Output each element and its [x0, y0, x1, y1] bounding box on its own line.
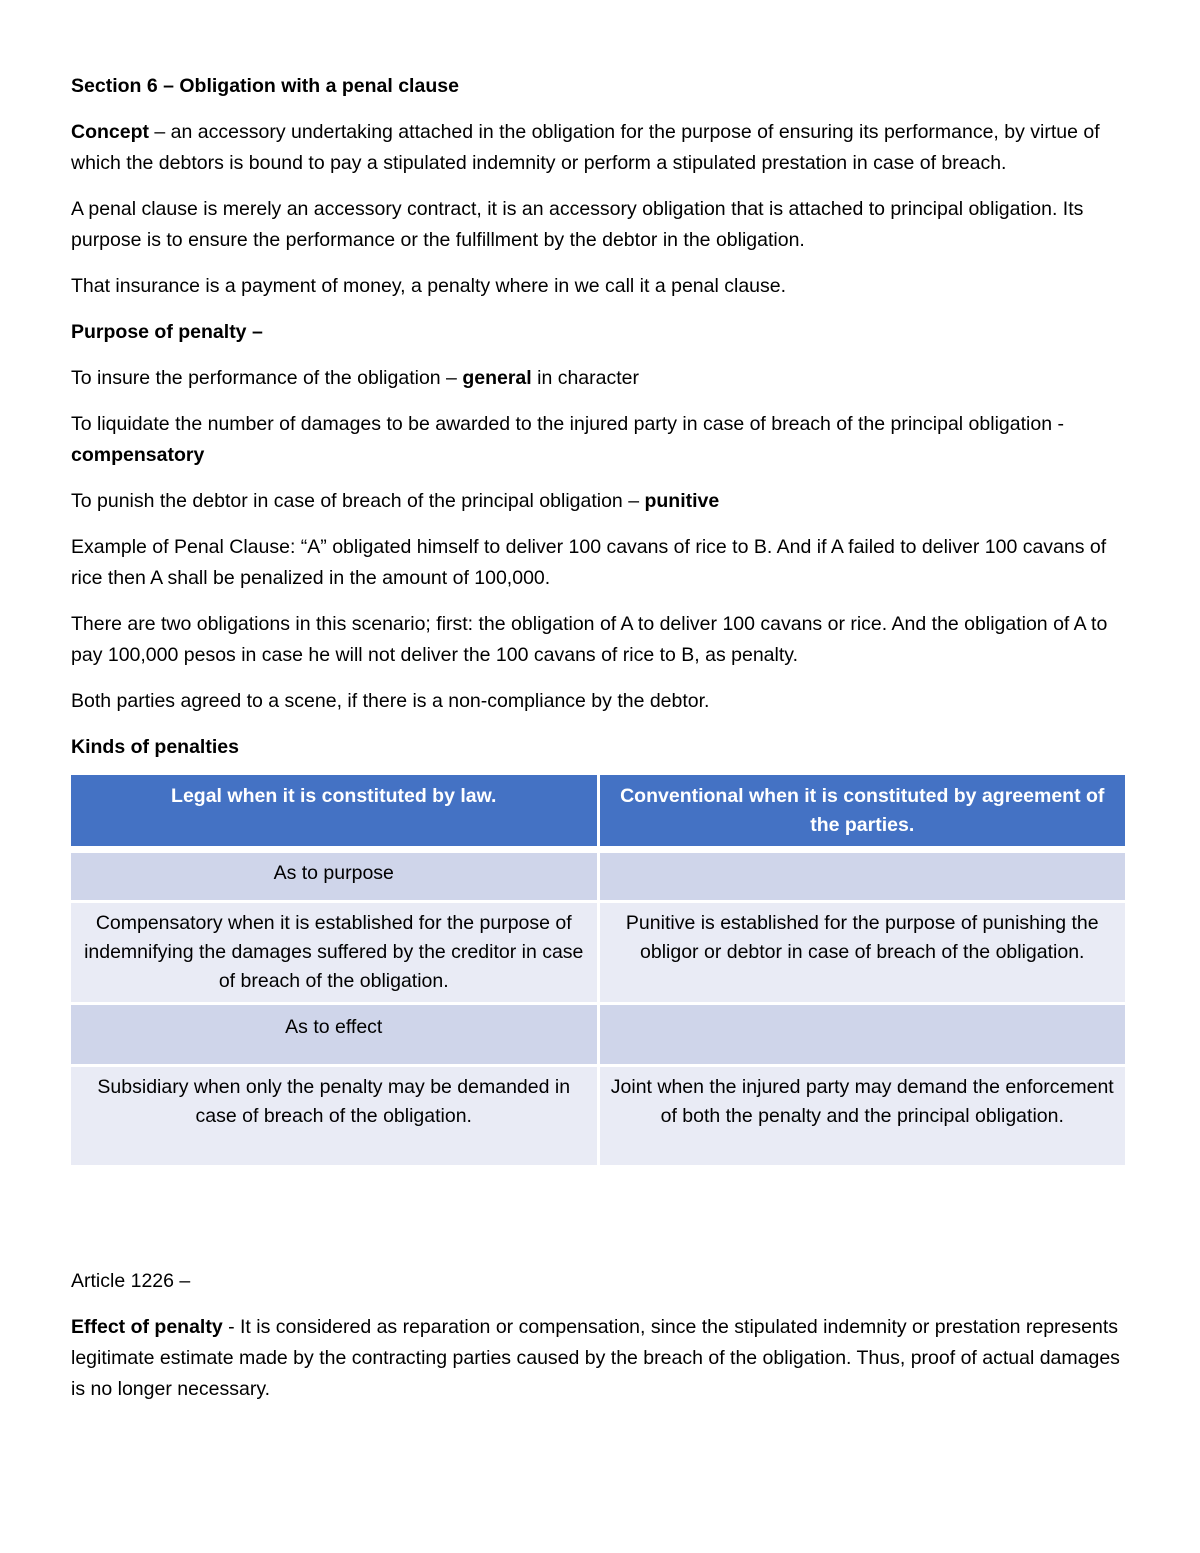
- purpose-item: [71, 409, 1129, 471]
- table-row: [71, 1067, 1125, 1168]
- purpose-item: [71, 363, 1129, 394]
- concept-text: – an accessory undertaking attached in the obligation for the purpose of ensuring its performance, by virtue of which the debtors is bound to pay a stipulated indemnity or perform a stipulated prestation in case of breach.: [71, 121, 1100, 174]
- subsidiary-cell: Subsidiary when only the penalty may be demanded in case of breach of the obligation.: [71, 1067, 597, 1168]
- document-content: [71, 71, 1129, 1420]
- two-obligations-paragraph: There are two obligations in this scenario; first: the obligation of A to deliver 100 cavans or rice. And the obligation of A to pay 100,000 pesos in case he will not deliver the 100 cavans of rice to B, as penalty.: [71, 613, 1108, 666]
- table-row: [71, 903, 1125, 1005]
- as-to-purpose-label: As to purpose: [71, 853, 597, 903]
- empty-cell: [600, 853, 1126, 903]
- purpose-heading: Purpose of penalty –: [71, 321, 263, 343]
- purpose-keyword: punitive: [644, 490, 720, 512]
- example-paragraph: Example of Penal Clause: “A” obligated himself to deliver 100 cavans of rice to B. And if A failed to deliver 100 cavans of rice then A shall be penalized in the amount of 100,000.: [71, 536, 1107, 589]
- purpose-text: To liquidate the number of damages to be awarded to the injured party in case of breach of the principal obligation -: [71, 413, 1064, 435]
- joint-cell: Joint when the injured party may demand the enforcement of both the penalty and the principal obligation.: [600, 1067, 1126, 1168]
- table-row: [71, 1005, 1125, 1067]
- punitive-cell: Punitive is established for the purpose of punishing the obligor or debtor in case of breach of the obligation.: [600, 903, 1126, 1005]
- as-to-effect-label: As to effect: [71, 1005, 597, 1067]
- purpose-keyword: general: [462, 367, 532, 389]
- purpose-after: in character: [531, 367, 640, 389]
- article-heading: Article 1226 –: [71, 1270, 191, 1292]
- penal-clause-paragraph: A penal clause is merely an accessory contract, it is an accessory obligation that is attached to principal obligation. Its purpose is to ensure the performance or the fulfillment by the debtor in the obligation.: [71, 198, 1084, 251]
- concept-term: Concept: [71, 121, 149, 143]
- purpose-item: [71, 486, 1129, 517]
- purpose-text: To punish the debtor in case of breach of the principal obligation –: [71, 490, 645, 512]
- section-title: Section 6 – Obligation with a penal clause: [71, 75, 459, 97]
- effect-text: - It is considered as reparation or compensation, since the stipulated indemnity or prestation represents legitimate estimate made by the contracting parties caused by the breach of the obligation. Thus, proof of actual damages is no longer necessary.: [71, 1316, 1120, 1400]
- table-header-conventional: Conventional when it is constituted by agreement of the parties.: [600, 775, 1126, 853]
- kinds-of-penalties-table: [68, 775, 1128, 1168]
- concept-paragraph: [71, 117, 1129, 179]
- purpose-keyword: compensatory: [71, 444, 205, 466]
- empty-cell: [600, 1005, 1126, 1067]
- compensatory-cell: Compensatory when it is established for the purpose of indemnifying the damages suffered by the creditor in case of breach of the obligation.: [71, 903, 597, 1005]
- insurance-paragraph: That insurance is a payment of money, a penalty where in we call it a penal clause.: [71, 275, 787, 297]
- effect-paragraph: [71, 1312, 1129, 1405]
- table-header-legal: Legal when it is constituted by law.: [71, 775, 597, 853]
- both-parties-paragraph: Both parties agreed to a scene, if there is a non-compliance by the debtor.: [71, 690, 710, 712]
- table-header-row: [71, 775, 1125, 853]
- kinds-heading: Kinds of penalties: [71, 736, 239, 758]
- table-row: [71, 853, 1125, 903]
- effect-term: Effect of penalty: [71, 1316, 223, 1338]
- purpose-text: To insure the performance of the obligation –: [71, 367, 463, 389]
